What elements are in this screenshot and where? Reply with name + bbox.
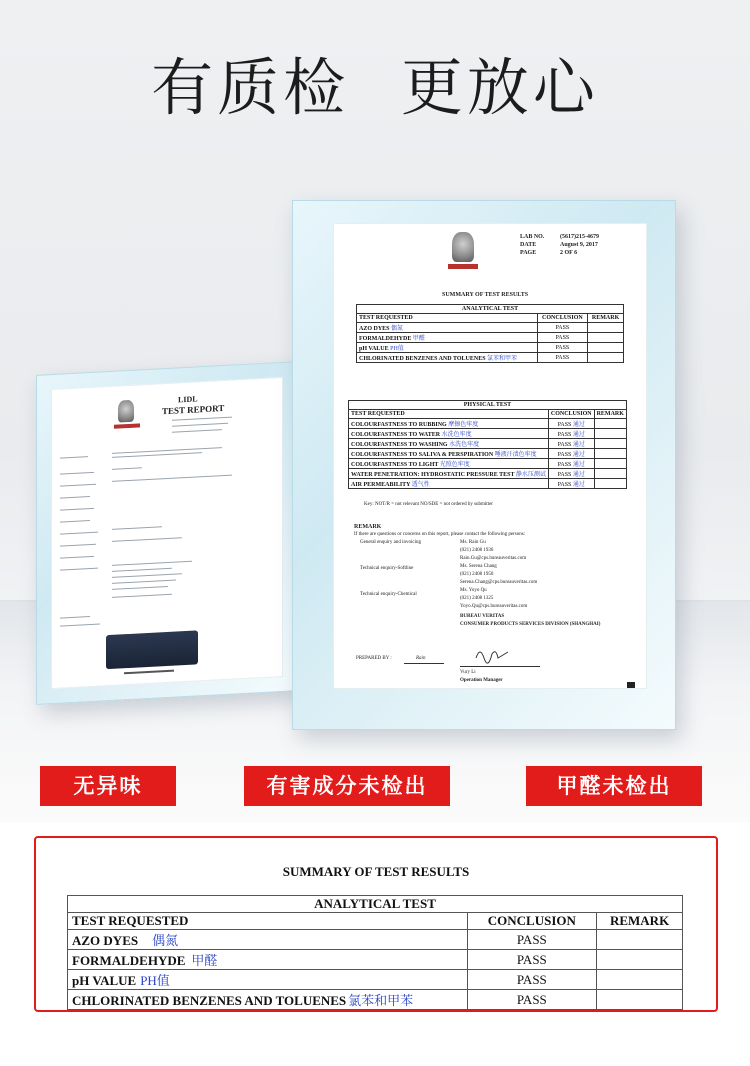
small-report-line [112,467,142,470]
tag-formaldehyde-not-detected: 甲醛未检出 [526,766,702,806]
test-result [548,479,594,489]
test-name-cn: PH值 [140,973,170,988]
contact-email: Yoyo.Qu@cps.bureauveritas.com [460,604,528,609]
remark-cell [594,439,626,449]
small-report-paper [51,377,283,689]
test-result: PASS [467,970,597,990]
test-result-en: PASS [557,422,572,428]
test-name-cn: 光照色牢度 [439,462,470,468]
small-report-title: TEST REPORT [162,402,225,417]
test-name: CHLORINATED BENZENES AND TOLUENES [359,356,486,362]
test-result-cn: 通过 [572,442,585,448]
test-name: AZO DYES [72,933,139,948]
remark-cell [597,930,683,950]
test-result [548,419,594,429]
page-label: PAGE [520,250,537,256]
test-name-cn: 水洗色牢度 [441,432,472,438]
headline [0,38,750,127]
big-physical-table [348,400,627,489]
test-cell [68,930,468,950]
test-name: COLOURFASTNESS TO WATER [351,432,441,438]
table-row [68,970,683,990]
remark-title: REMARK [354,524,382,530]
remark-cell [594,459,626,469]
test-name: pH VALUE [359,346,389,352]
small-report-line [112,526,162,530]
test-name: WATER PENETRATION: HYDROSTATIC PRESSURE TEST [351,472,515,478]
summary-table [67,895,683,1010]
frame-corner-mark [627,682,635,688]
test-result-cn: 通过 [572,452,585,458]
test-name: COLOURFASTNESS TO RUBBING [351,422,447,428]
test-result-en: PASS [557,442,572,448]
prepared-underline [404,663,444,664]
test-result [548,459,594,469]
remark-cell [594,419,626,429]
test-result: PASS [467,950,597,970]
small-report-line [172,429,222,433]
bureau-veritas-bar-icon [448,264,478,269]
remark-cell [594,469,626,479]
small-report-line [112,580,176,584]
lab-no-value: (5617)215-4679 [560,234,599,240]
test-result-en: PASS [557,462,572,468]
test-result: PASS [537,323,588,333]
test-name-cn: 偶氮 [152,933,179,948]
table-row [357,353,538,363]
test-result [548,469,594,479]
big-analytical-col-remark: REMARK [588,314,624,323]
test-result-en: PASS [557,452,572,458]
summary-col-conclusion: CONCLUSION [467,913,597,930]
summary-header: ANALYTICAL TEST [68,896,683,913]
contact-role: Technical enquiry-Chemical [360,592,417,597]
small-report-frame [36,361,298,705]
small-report-line [60,472,94,475]
test-result-cn: 通过 [572,432,585,438]
table-row [357,333,538,343]
signature-icon [474,644,514,666]
summary-col-remark: REMARK [597,913,683,930]
table-row [68,990,683,1010]
test-name-cn: 甲醛 [412,336,425,342]
table-row [68,930,683,950]
small-report-line [172,417,232,421]
test-result-en: PASS [557,482,572,488]
table-row [349,439,549,449]
product-photo-caption [124,670,174,675]
test-result-en: PASS [557,432,572,438]
contact-phone: (021) 2408 1936 [460,548,494,553]
big-report-paper [333,223,647,689]
contact-phone: (021) 2408 1950 [460,572,494,577]
test-result [548,429,594,439]
bureau-veritas-seal-icon [452,232,474,262]
small-report-line [60,568,98,571]
company-name: BUREAU VERITAS [460,614,505,619]
contact-name: Ms. Serena Chang [460,564,497,569]
test-name-cn: 静水压测试 [515,472,546,478]
test-result-cn: 通过 [572,462,585,468]
test-name: FORMALDEHYDE [72,953,186,968]
test-name: FORMALDEHYDE [359,336,412,342]
test-name-cn: 水洗色牢度 [449,442,480,448]
test-result: PASS [537,353,588,363]
remark-cell [594,479,626,489]
test-name-cn: 甲醛 [191,953,218,968]
key-line: Key: NOT/R = not relevant NO/SDE = not ordered by submitter [364,502,493,507]
small-report-line [60,520,90,523]
test-result-cn: 通过 [572,482,585,488]
remark-cell [594,429,626,439]
contact-email: Serena.Chang@cps.bureauveritas.com [460,580,538,585]
test-name: COLOURFASTNESS TO SALIVA & PERSPIRATION [351,452,494,458]
remark-cell [597,950,683,970]
test-name: COLOURFASTNESS TO LIGHT [351,462,439,468]
test-result-en: PASS [557,472,572,478]
small-report-line [112,568,172,572]
test-name-cn: 唾液汗渍色牢度 [494,452,537,458]
contact-phone: (021) 2408 1325 [460,596,494,601]
test-result [548,439,594,449]
lab-no-label: LAB NO. [520,234,545,240]
small-report-line [112,447,222,454]
page-value: 2 OF 6 [560,250,578,256]
prepared-label: PREPARED BY : [356,656,392,661]
table-row [357,323,538,333]
test-name-cn: PH值 [390,346,404,352]
test-result [548,449,594,459]
test-result: PASS [537,343,588,353]
date-label: DATE [520,242,537,248]
big-analytical-table [356,304,624,363]
headline-part-1: 有质检 [151,51,350,124]
table-row [349,459,549,469]
signer-name: Vury Li [460,670,476,675]
test-cell [68,970,468,990]
small-report-line [60,624,100,627]
prepared-value: Rain [416,656,426,661]
test-cell [68,950,468,970]
signer-title: Operation Manager [460,678,503,683]
test-name-cn: 偶氮 [391,326,404,332]
company-division: CONSUMER PRODUCTS SERVICES DIVISION (SHANGHAI) [460,622,601,627]
table-row [349,419,549,429]
table-row [357,343,538,353]
date-value: August 9, 2017 [560,242,598,248]
table-row [349,479,549,489]
small-report-line [112,594,172,598]
table-row [68,950,683,970]
test-name-cn: 透气性 [411,482,430,488]
contact-email: Rain.Gu@cps.bureauveritas.com [460,556,527,561]
small-report-line [60,556,94,559]
big-report-frame [292,200,676,730]
contact-role: General enquiry and invoicing [360,540,421,545]
bureau-veritas-seal-icon [118,400,134,423]
table-row [349,449,549,459]
small-report-line [172,423,228,427]
test-name: COLOURFASTNESS TO WASHING [351,442,448,448]
table-row [349,469,549,479]
small-report-line [112,475,232,482]
product-photo [106,630,198,669]
big-physical-col-conclusion: CONCLUSION [548,410,594,419]
remark-cell [597,970,683,990]
tag-no-odor: 无异味 [40,766,176,806]
big-analytical-col-requested: TEST REQUESTED [357,314,538,323]
summary-col-requested: TEST REQUESTED [68,913,468,930]
small-report-line [60,508,94,511]
remark-cell [597,990,683,1010]
big-physical-col-requested: TEST REQUESTED [349,410,549,419]
small-report-line [60,484,96,487]
test-result-cn: 通过 [572,472,585,478]
small-report-line [112,561,192,566]
remark-cell [594,449,626,459]
remark-cell [588,353,624,363]
big-summary-title: SUMMARY OF TEST RESULTS [442,292,529,298]
small-report-line [60,456,88,458]
test-result: PASS [537,333,588,343]
small-report-line [60,496,90,499]
table-row [349,429,549,439]
test-name-cn: 氯苯和甲苯 [487,356,518,362]
test-name: pH VALUE [72,973,137,988]
big-analytical-header: ANALYTICAL TEST [357,305,624,314]
bureau-veritas-bar-icon [114,423,140,428]
test-name: AZO DYES [359,326,390,332]
contact-name: Ms. Rain Gu [460,540,486,545]
test-result-cn: 通过 [572,422,585,428]
contact-role: Technical enquiry-Softline [360,566,414,571]
headline-part-2: 更放心 [400,51,599,124]
test-result: PASS [467,990,597,1010]
test-cell [68,990,468,1010]
summary-title: SUMMARY OF TEST RESULTS [282,864,470,879]
remark-intro: If there are questions or concerns on this report, please contact the following persons: [354,532,526,537]
test-name-cn: 氯苯和甲苯 [348,993,414,1008]
test-name-cn: 摩擦色牢度 [448,422,479,428]
tag-harmful-substances-not-detected: 有害成分未检出 [244,766,450,806]
contact-name: Ms. Yoyo Qu [460,588,487,593]
big-physical-col-remark: REMARK [594,410,626,419]
test-result: PASS [467,930,597,950]
big-analytical-col-conclusion: CONCLUSION [537,314,588,323]
small-report-line [60,616,90,619]
signature-line [460,666,540,667]
small-report-line [60,532,98,535]
test-name: AIR PERMEABILITY [351,482,411,488]
test-name: CHLORINATED BENZENES AND TOLUENES [72,993,347,1008]
small-report-line [112,537,182,542]
small-report-line [112,573,182,578]
remark-cell [588,343,624,353]
small-report-brand: LIDL [178,394,198,405]
big-physical-header: PHYSICAL TEST [349,401,627,410]
summary-zoom-box [34,836,718,1012]
small-report-line [112,586,168,590]
small-report-line [60,544,96,547]
remark-cell [588,323,624,333]
remark-cell [588,333,624,343]
